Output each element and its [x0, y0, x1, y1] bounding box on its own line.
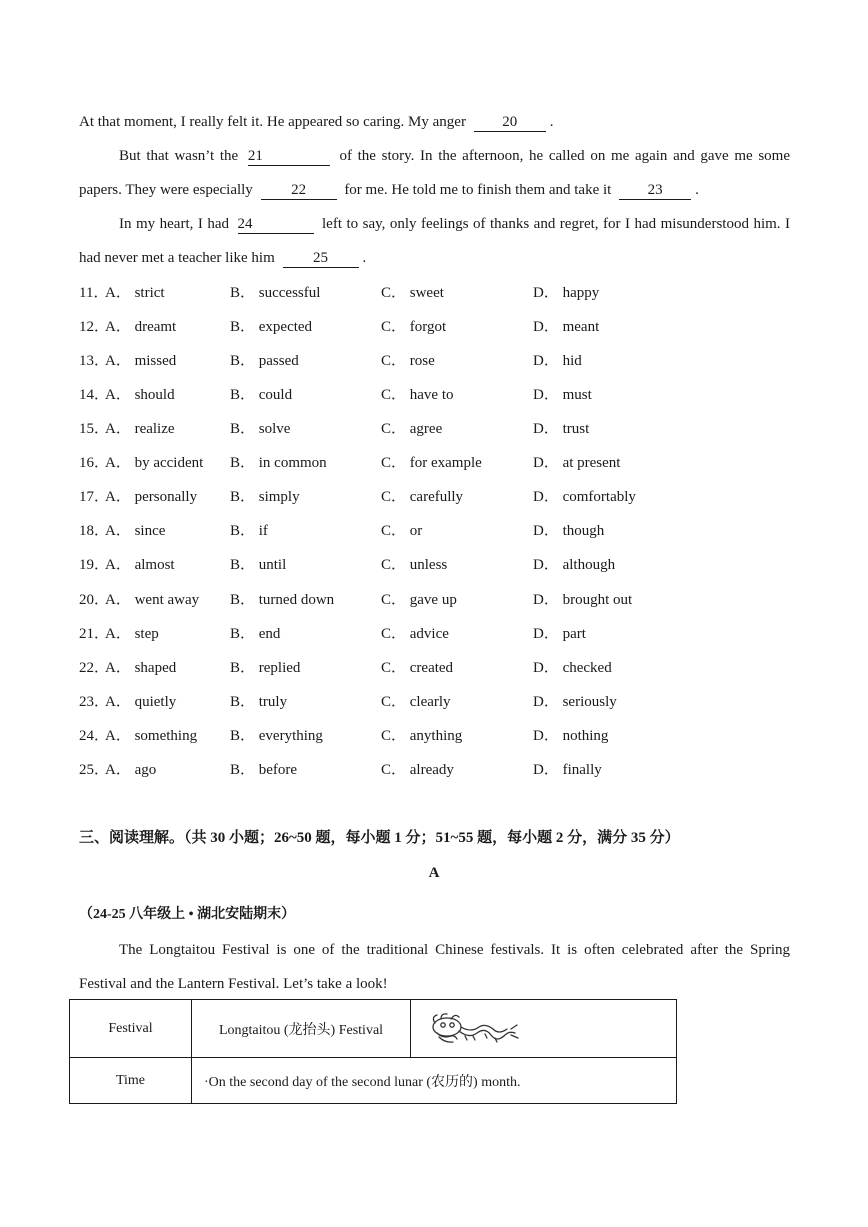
option-b: B． could	[230, 387, 293, 403]
option-b: B． successful	[230, 285, 321, 301]
option-b: B． before	[230, 762, 298, 778]
question-number: 11．	[79, 285, 109, 301]
option-b: B． simply	[230, 489, 300, 505]
option-d: D． finally	[533, 762, 602, 778]
table-cell-label: Festival	[70, 1000, 192, 1058]
answer-blank: 20	[474, 114, 546, 132]
option-c: C． created	[381, 660, 454, 676]
passage-line	[79, 146, 790, 166]
dragon-icon	[425, 1009, 521, 1049]
option-b: B． truly	[230, 694, 288, 710]
option-c: C． anything	[381, 728, 463, 744]
option-c: C． forgot	[381, 319, 447, 335]
option-d: D． checked	[533, 660, 612, 676]
option-c: C． gave up	[381, 592, 457, 608]
passage-text: papers. They were especially	[79, 182, 253, 198]
option-d: D． meant	[533, 319, 600, 335]
option-a: A． missed	[105, 353, 177, 369]
option-c: C． for example	[381, 455, 482, 471]
option-a: A． strict	[105, 285, 165, 301]
passage-label: A	[428, 865, 440, 881]
option-c: C． have to	[381, 387, 454, 403]
option-b: B． replied	[230, 660, 301, 676]
passage-text: of the story. In the afternoon, he called on me again and gave me some	[339, 148, 791, 164]
option-a: A． quietly	[105, 694, 177, 710]
passage-line	[79, 180, 790, 200]
passage-text: .	[549, 114, 554, 130]
option-c: C． rose	[381, 353, 435, 369]
option-a: A． since	[105, 523, 166, 539]
table-cell-value: Longtaitou (龙抬头) Festival	[192, 1000, 411, 1058]
option-b: B． in common	[230, 455, 327, 471]
option-c: C． carefully	[381, 489, 464, 505]
option-a: A． step	[105, 626, 159, 642]
option-d: D． brought out	[533, 592, 633, 608]
question-number: 12．	[79, 319, 110, 335]
answer-blank: 24	[238, 216, 314, 234]
option-d: D． happy	[533, 285, 600, 301]
section-heading: 三、阅读理解。（共 30 小题；26~50 题，每小题 1 分；51~55 题，每小题 2 分，满分 35 分）	[79, 830, 680, 846]
option-a: A． ago	[105, 762, 157, 778]
table-row	[70, 1000, 677, 1058]
question-number: 15．	[79, 421, 110, 437]
option-a: A． personally	[105, 489, 198, 505]
question-number: 14．	[79, 387, 110, 403]
passage-text: .	[695, 182, 699, 198]
passage-text: for me. He told me to finish them and take it	[344, 182, 612, 198]
option-d: D． though	[533, 523, 605, 539]
option-b: B． expected	[230, 319, 313, 335]
option-a: A． should	[105, 387, 175, 403]
option-d: D． trust	[533, 421, 590, 437]
option-d: D． nothing	[533, 728, 609, 744]
passage-text: had never met a teacher like him	[79, 250, 275, 266]
option-b: B． everything	[230, 728, 323, 744]
option-a: A． went away	[105, 592, 200, 608]
table-cell-label: Time	[70, 1058, 192, 1104]
table-cell-image	[411, 1000, 677, 1058]
passage-text: In my heart, I had	[119, 216, 229, 232]
passage-line	[79, 112, 790, 132]
question-number: 16．	[79, 455, 110, 471]
passage-text: .	[362, 250, 367, 266]
option-a: A． something	[105, 728, 198, 744]
option-b: B． until	[230, 557, 287, 573]
answer-blank: 22	[261, 182, 337, 200]
option-a: A． almost	[105, 557, 175, 573]
option-d: D． must	[533, 387, 592, 403]
option-d: D． seriously	[533, 694, 617, 710]
passage-text: At that moment, I really felt it. He appeared so caring. My anger	[79, 114, 466, 130]
passage-text: left to say, only feelings of thanks and regret, for I had misunderstood him. I	[322, 216, 791, 232]
question-number: 20．	[79, 592, 110, 608]
table-row	[70, 1058, 677, 1104]
table-cell-value: ·On the second day of the second lunar (农历的) month.	[192, 1058, 677, 1104]
question-number: 17．	[79, 489, 110, 505]
question-number: 19．	[79, 557, 110, 573]
option-d: D． comfortably	[533, 489, 636, 505]
question-number: 13．	[79, 353, 110, 369]
option-d: D． at present	[533, 455, 621, 471]
option-b: B． end	[230, 626, 281, 642]
option-c: C． already	[381, 762, 454, 778]
option-c: C． sweet	[381, 285, 444, 301]
option-c: C． agree	[381, 421, 443, 437]
intro-line: Festival and the Lantern Festival. Let’s take a look!	[79, 976, 388, 992]
option-b: B． turned down	[230, 592, 335, 608]
option-a: A． by accident	[105, 455, 204, 471]
source-note: （24-25 八年级上 • 湖北安陆期末）	[79, 907, 296, 922]
festival-table	[69, 999, 677, 1104]
option-a: A． shaped	[105, 660, 177, 676]
option-d: D． hid	[533, 353, 582, 369]
option-c: C． unless	[381, 557, 448, 573]
passage-line	[79, 214, 790, 234]
option-d: D． although	[533, 557, 616, 573]
question-number: 25．	[79, 762, 110, 778]
question-number: 18．	[79, 523, 110, 539]
answer-blank: 23	[619, 182, 691, 200]
option-a: A． dreamt	[105, 319, 177, 335]
question-number: 24．	[79, 728, 110, 744]
option-b: B． solve	[230, 421, 291, 437]
question-number: 22．	[79, 660, 110, 676]
answer-blank: 25	[283, 250, 359, 268]
option-c: C． or	[381, 523, 423, 539]
passage-line	[79, 248, 790, 268]
intro-line: The Longtaitou Festival is one of the traditional Chinese festivals. It is often celebrated after the Spring	[119, 942, 790, 958]
answer-blank: 21	[248, 148, 330, 166]
option-a: A． realize	[105, 421, 175, 437]
passage-text: But that wasn’t the	[119, 148, 239, 164]
option-c: C． clearly	[381, 694, 451, 710]
option-b: B． if	[230, 523, 268, 539]
option-c: C． advice	[381, 626, 449, 642]
option-d: D． part	[533, 626, 586, 642]
question-number: 21．	[79, 626, 110, 642]
option-b: B． passed	[230, 353, 299, 369]
question-number: 23．	[79, 694, 110, 710]
